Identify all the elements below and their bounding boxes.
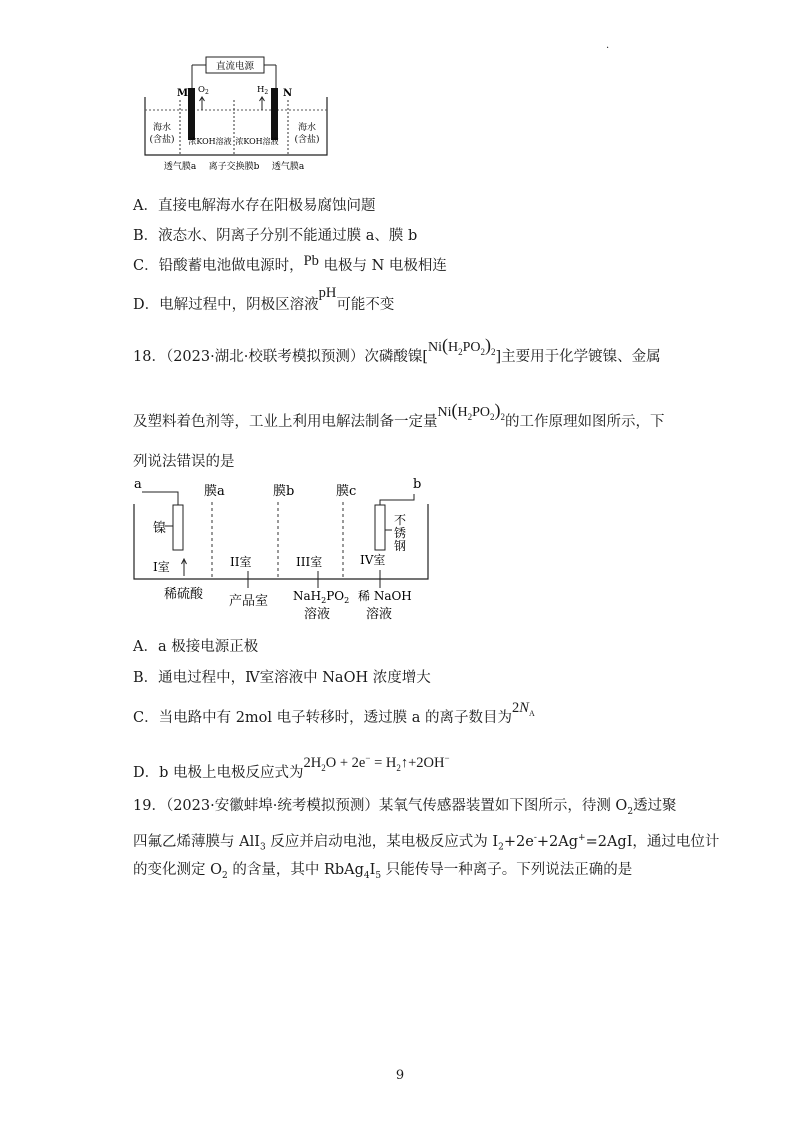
svg-text:镍: 镍 (153, 521, 167, 536)
svg-text:IV室: IV室 (360, 553, 386, 567)
svg-text:透气膜a: 透气膜a (271, 162, 305, 172)
svg-text:a: a (134, 477, 142, 492)
nickel-electrode (173, 505, 183, 550)
svg-text:III室: III室 (296, 555, 323, 569)
q18-stem-line1: 18．（2023·湖北·校联考模拟预测）次磷酸镍$[Ni(H_2PO_2)_2]$主要用于化学镀镍、金属 (133, 335, 661, 365)
svg-text:I室: I室 (153, 560, 170, 574)
q18-option-d: D．b 电极上电极反应式为$2H_2O + 2e^-$ = $H_2↑+2OH^-$ (133, 753, 450, 781)
svg-text:(含盐): (含盐) (149, 135, 175, 145)
q19-stem-line3: 的变化测定 $O_2$ 的含量，其中 $RbAg_4I_5$ 只能传导一种离子。下列说法正确的是 (133, 862, 633, 881)
svg-text:O2: $O_2$ (198, 85, 209, 96)
svg-text:不: 不 (394, 513, 407, 527)
q17-option-c: C．铅酸蓄电池做电源时，Pb 电极与 N 电极相连 (133, 253, 447, 274)
svg-text:锈: 锈 (394, 526, 407, 540)
corner-mark: . (606, 40, 610, 51)
svg-text:M: M (177, 88, 189, 99)
svg-text:II室: II室 (230, 555, 252, 569)
electrode-n (271, 88, 278, 140)
svg-text:膜a: 膜a (204, 484, 225, 499)
svg-text:(含盐): (含盐) (294, 135, 320, 145)
svg-text:溶液: 溶液 (304, 607, 331, 622)
svg-text:膜c: 膜c (336, 484, 357, 499)
svg-text:b: b (413, 477, 422, 492)
steel-electrode (375, 505, 385, 550)
figure-seawater-electrolysis (140, 52, 340, 177)
q18-stem-line2: 及塑料着色剂等，工业上利用电解法制备一定量$Ni(H_2PO_2)_2$的工作原理如图所示，下 (133, 400, 665, 430)
q19-stem-line2: 四氟乙烯薄膜与 AlI$_3$ 反应并启动电池，某电极反应式为 $I_2+2e^-+2Ag^+=2AgI$，通过电位计 (133, 833, 720, 853)
svg-text:N: N (283, 88, 293, 99)
svg-text:透气膜a: 透气膜a (163, 162, 197, 172)
q18-option-c: C．当电路中有 2mol 电子转移时，透过膜 a 的离子数目为$2N_A$ (133, 700, 535, 726)
power-label: 直流电源 (215, 61, 255, 72)
svg-text:海水: 海水 (297, 123, 317, 133)
svg-text:稀硫酸: 稀硫酸 (164, 587, 204, 602)
svg-text:稀 NaOH: 稀 NaOH (358, 589, 412, 603)
svg-text:H2: $H_2$ (257, 85, 269, 96)
svg-text:海水: 海水 (152, 123, 172, 133)
q17-option-a: A．直接电解海水存在阳极易腐蚀问题 (133, 198, 376, 214)
svg-text:离子交换膜b: 离子交换膜b (208, 162, 260, 172)
q17-option-d: D．电解过程中，阴极区溶液pH可能不变 (133, 285, 395, 313)
page-number: 9 (395, 1068, 405, 1083)
q17-option-b: B．液态水、阴离子分别不能通过膜 a、膜 b (133, 228, 418, 244)
svg-text:钢: 钢 (394, 539, 407, 553)
svg-text:溶液: 溶液 (366, 607, 393, 622)
svg-text:膜b: 膜b (273, 484, 295, 499)
svg-text:NaH2PO2: $NaH_2PO_2$ (293, 589, 350, 605)
electrode-m (188, 88, 195, 140)
q19-stem-line1: 19．（2023·安徽蚌埠·统考模拟预测）某氧气传感器装置如下图所示，待测 $O_2$透过聚 (133, 798, 677, 817)
q18-option-b: B．通电过程中，Ⅳ室溶液中 NaOH 浓度增大 (133, 670, 431, 686)
figure-nickel-hypophosphite-cell (128, 474, 440, 624)
svg-text:浓KOH溶液: 浓KOH溶液 (188, 137, 232, 146)
svg-text:浓KOH溶液: 浓KOH溶液 (235, 137, 279, 146)
q18-stem-line3: 列说法错误的是 (133, 454, 235, 470)
q18-option-a: A．a 极接电源正极 (133, 639, 259, 655)
svg-text:产品室: 产品室 (229, 594, 269, 609)
